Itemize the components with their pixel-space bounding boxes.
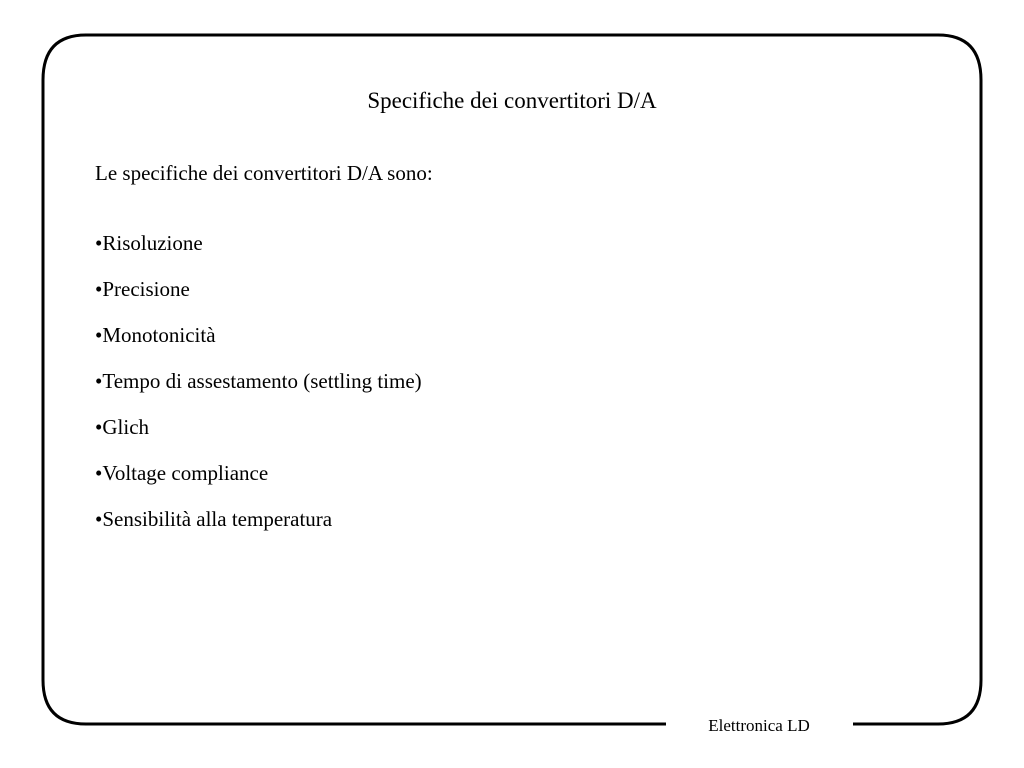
list-item: [95, 505, 422, 551]
list-item: [95, 459, 422, 505]
bullet-icon: •: [95, 323, 103, 347]
list-item: [95, 413, 422, 459]
bullet-icon: •: [95, 277, 103, 301]
slide-title: Specifiche dei convertitori D/A: [367, 88, 657, 113]
spec-list: [95, 229, 422, 551]
list-item: [95, 275, 422, 321]
bullet-icon: •: [95, 231, 103, 255]
list-item-label: Precisione: [102, 277, 190, 301]
footer-label: Elettronica LD: [708, 716, 810, 735]
list-item-label: Risoluzione: [102, 231, 203, 255]
list-item-label: Sensibilità alla temperatura: [102, 507, 333, 531]
list-item: [95, 321, 422, 367]
list-item: [95, 229, 422, 275]
bullet-icon: •: [95, 415, 103, 439]
bullet-icon: •: [95, 507, 103, 531]
bullet-icon: •: [95, 461, 103, 485]
list-item-label: Tempo di assestamento (settling time): [102, 369, 422, 393]
list-item-label: Glich: [102, 415, 150, 439]
intro-text: Le specifiche dei convertitori D/A sono:: [95, 161, 433, 185]
list-item-label: Voltage compliance: [102, 461, 269, 485]
bullet-icon: •: [95, 369, 103, 393]
list-item-label: Monotonicità: [102, 323, 216, 347]
list-item: [95, 367, 422, 413]
